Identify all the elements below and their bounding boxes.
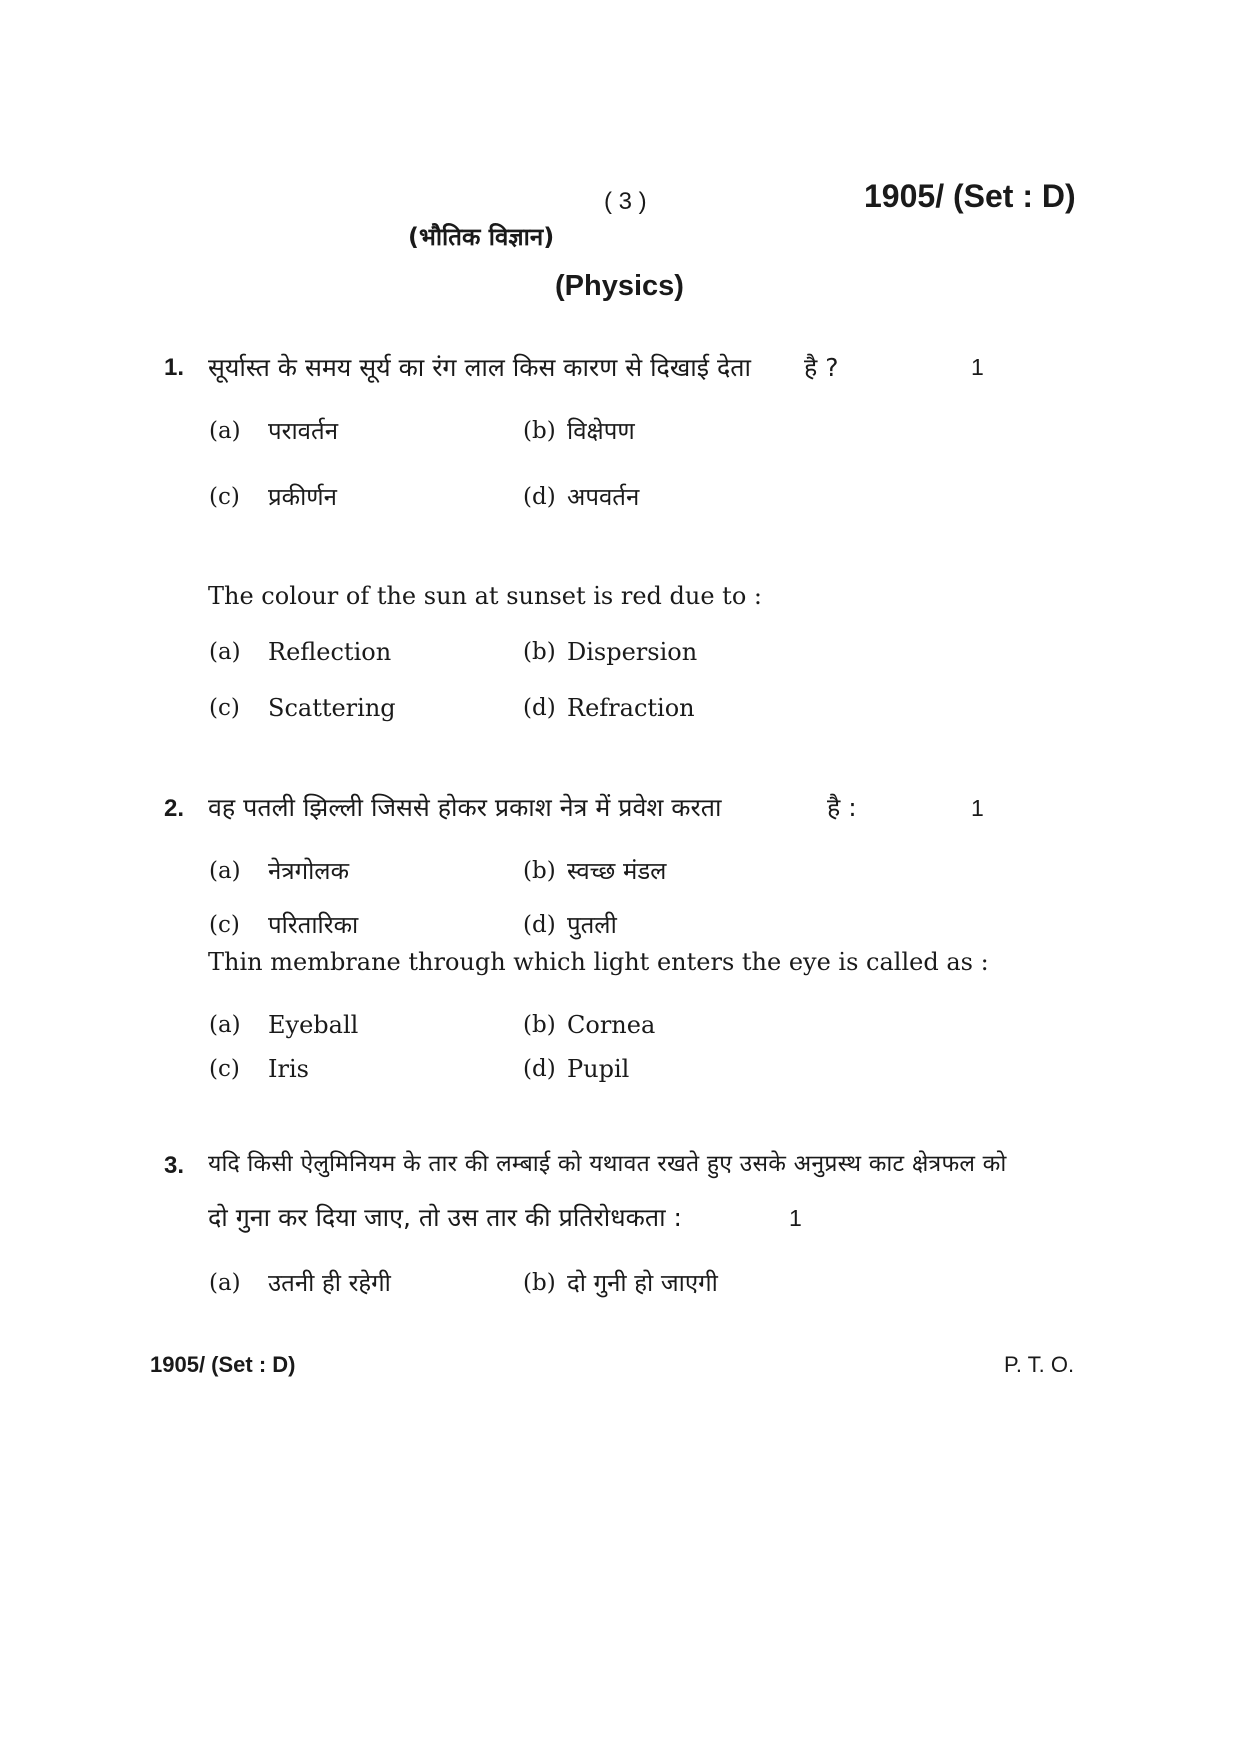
option-letter: (b)	[523, 1270, 556, 1296]
option-text-english: Pupil	[567, 1055, 630, 1083]
option-letter: (c)	[209, 1056, 240, 1082]
pto-label: P. T. O.	[1004, 1352, 1075, 1377]
option-letter: (c)	[209, 695, 240, 721]
subject-title-english: (Physics)	[555, 270, 684, 302]
question-number: 3.	[164, 1152, 185, 1179]
question-text-english: The colour of the sun at sunset is red due to :	[208, 582, 762, 610]
option-letter: (d)	[523, 484, 556, 510]
option-letter: (b)	[523, 639, 556, 665]
question-number: 1.	[164, 354, 185, 381]
option-text-hindi: नेत्रगोलक	[268, 857, 349, 885]
question-text-hindi-end: है ?	[804, 353, 839, 382]
option-letter: (b)	[523, 1012, 556, 1038]
question-marks: 1	[971, 795, 984, 821]
page-number: ( 3 )	[604, 188, 647, 215]
question-number: 2.	[164, 795, 185, 822]
option-text-hindi: प्रकीर्णन	[268, 483, 337, 511]
set-code-footer: 1905/ (Set : D)	[150, 1352, 296, 1377]
question-text-hindi-end: है :	[827, 793, 857, 822]
set-code-header: 1905/ (Set : D)	[864, 178, 1076, 214]
option-letter: (b)	[523, 418, 556, 444]
option-letter: (a)	[209, 1012, 241, 1038]
option-text-hindi: दो गुनी हो जाएगी	[567, 1269, 718, 1297]
option-text-english: Dispersion	[567, 638, 698, 666]
question-text-hindi-line2: दो गुना कर दिया जाए, तो उस तार की प्रतिरोधकता :	[208, 1203, 682, 1232]
option-letter: (d)	[523, 1056, 556, 1082]
question-marks: 1	[789, 1205, 802, 1231]
subject-title-hindi: (भौतिक विज्ञान)	[408, 223, 555, 251]
option-text-english: Refraction	[567, 694, 695, 722]
question-text-hindi: वह पतली झिल्ली जिससे होकर प्रकाश नेत्र में प्रवेश करता	[208, 793, 722, 822]
option-text-hindi: परावर्तन	[268, 417, 339, 445]
option-letter: (b)	[523, 858, 556, 884]
option-text-hindi: परितारिका	[268, 911, 359, 939]
option-letter: (c)	[209, 484, 240, 510]
question-text-hindi: यदि किसी ऐलुमिनियम के तार की लम्बाई को यथावत रखते हुए उसके अनुप्रस्थ काट क्षेत्रफल को	[208, 1151, 1007, 1177]
option-text-english: Eyeball	[268, 1011, 359, 1039]
option-text-hindi: उतनी ही रहेगी	[268, 1269, 391, 1297]
option-text-hindi: अपवर्तन	[567, 483, 640, 511]
option-text-hindi: पुतली	[567, 911, 617, 939]
option-letter: (d)	[523, 912, 556, 938]
option-text-hindi: स्वच्छ मंडल	[567, 857, 667, 885]
question-text-english: Thin membrane through which light enters the eye is called as :	[208, 948, 989, 976]
option-text-english: Cornea	[567, 1011, 656, 1039]
question-marks: 1	[971, 354, 984, 380]
option-text-hindi: विक्षेपण	[567, 417, 635, 445]
question-text-hindi: सूर्यास्त के समय सूर्य का रंग लाल किस कारण से दिखाई देता	[208, 353, 751, 382]
option-letter: (c)	[209, 912, 240, 938]
option-text-english: Iris	[268, 1055, 309, 1083]
option-text-english: Scattering	[268, 694, 396, 722]
option-letter: (a)	[209, 858, 241, 884]
option-letter: (d)	[523, 695, 556, 721]
option-letter: (a)	[209, 1270, 241, 1296]
option-letter: (a)	[209, 418, 241, 444]
option-text-english: Reflection	[268, 638, 392, 666]
option-letter: (a)	[209, 639, 241, 665]
